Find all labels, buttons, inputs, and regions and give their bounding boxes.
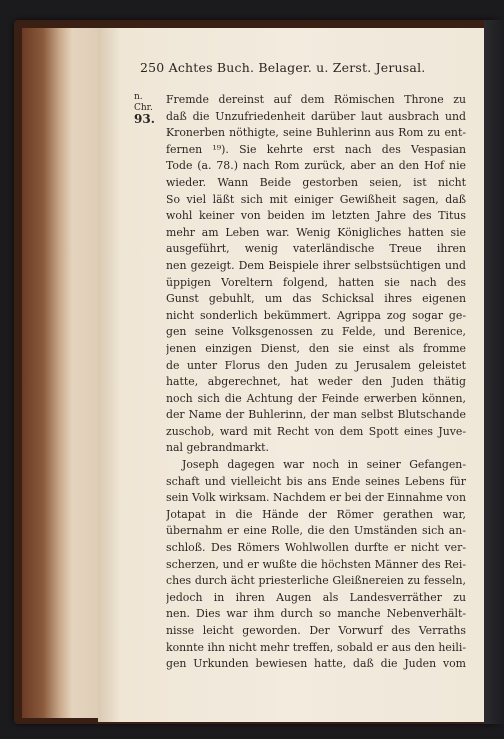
text-line: gen Urkunden bewiesen hatte, daß die Juden vom bbox=[166, 657, 466, 671]
text-line: noch sich die Achtung der Feinde erwerben können, bbox=[166, 391, 466, 405]
text-line: wieder. Wann Beide gestorben seien, ist nicht bbox=[166, 175, 466, 189]
text-line: konnte ihn nicht mehr treffen, sobald er aus den heili- bbox=[166, 640, 466, 654]
running-header: 250 Achtes Buch. Belager. u. Zerst. Jerusal. bbox=[140, 60, 426, 75]
text-line: der Name der Buhlerinn, der man selbst Blutschande bbox=[166, 408, 466, 422]
text-line: Gunst gebuhlt, um das Schicksal ihres eigenen bbox=[166, 292, 466, 306]
text-line: nal gebrandmarkt. bbox=[166, 441, 269, 455]
text-line: de unter Florus den Juden zu Jerusalem geleistet bbox=[166, 358, 466, 372]
text-line: schloß. Des Römers Wohlwollen durfte er nicht ver- bbox=[166, 541, 466, 555]
text-line: sein Volk wirksam. Nachdem er bei der Einnahme von bbox=[166, 491, 466, 505]
text-line: scherzen, und er wußte die höchsten Männer des Rei- bbox=[166, 557, 466, 571]
text-line: ches durch ächt priesterliche Gleißnereien zu fesseln, bbox=[166, 574, 466, 588]
text-line: daß die Unzufriedenheit darüber laut ausbrach und bbox=[166, 109, 466, 123]
text-line: ausgeführt, wenig vaterländische Treue ihren bbox=[166, 242, 466, 256]
text-line: nisse leicht geworden. Der Vorwurf des Verraths bbox=[166, 624, 466, 637]
text-line: mehr am Leben war. Wenig Königliches hatten sie bbox=[166, 225, 466, 239]
text-line: So viel läßt sich mit einiger Gewißheit sagen, daß bbox=[166, 192, 466, 206]
text-line: nen gezeigt. Dem Beispiele ihrer selbstsüchtigen und bbox=[166, 258, 466, 272]
text-line: Kronerben nöthigte, seine Buhlerinn aus Rom zu ent- bbox=[166, 126, 466, 140]
page-edges bbox=[22, 28, 106, 718]
text-line: jenen einzigen Dienst, den sie einst als fromme bbox=[166, 341, 466, 355]
text-line: Jotapat in die Hände der Römer gerathen war, bbox=[166, 507, 466, 521]
margin-note-label: n. Chr. bbox=[134, 92, 153, 113]
text-line: gen seine Volksgenossen zu Felde, und Berenice, bbox=[166, 325, 466, 339]
text-line: wohl keiner von beiden im letzten Jahre des Titus bbox=[166, 209, 466, 223]
text-line: hatte, abgerechnet, hat weder den Juden thätig bbox=[166, 375, 466, 389]
text-line: nen. Dies war ihm durch so manche Nebenverhält- bbox=[166, 607, 466, 621]
margin-note bbox=[134, 92, 164, 125]
text-line: Tode (a. 78.) nach Rom zurück, aber an den Hof nie bbox=[166, 159, 466, 173]
text-line: nicht sonderlich bekümmert. Agrippa zog sogar ge- bbox=[166, 308, 466, 322]
text-line: schaft und vielleicht bis ans Ende seines Lebens für bbox=[166, 474, 466, 488]
text-line: jedoch in ihren Augen als Landesverräther zu bbox=[166, 590, 466, 604]
text-line: zuschob, ward mit Recht von dem Spott eines Juve- bbox=[166, 424, 466, 438]
body-text bbox=[166, 92, 466, 673]
text-line: fernen ¹⁹). Sie kehrte erst nach des Vespasian bbox=[166, 142, 466, 156]
text-line: übernahm er eine Rolle, die den Umständen sich an- bbox=[166, 524, 466, 538]
paragraph-first-line: Joseph dagegen war noch in seiner Gefangen- bbox=[182, 458, 466, 472]
text-line: Fremde dereinst auf dem Römischen Throne zu bbox=[166, 93, 466, 106]
facing-page-edge bbox=[484, 20, 504, 724]
margin-note-year: 93. bbox=[134, 112, 155, 126]
text-line: üppigen Voreltern folgend, hatten sie nach des bbox=[166, 275, 466, 289]
